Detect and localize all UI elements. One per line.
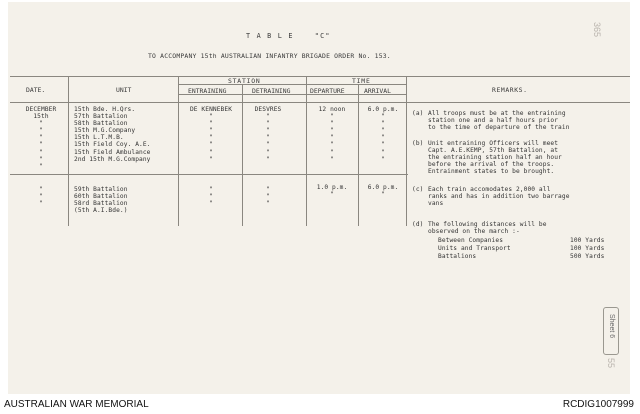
remark-d-label: (d)	[412, 221, 424, 228]
header-date: DATE.	[26, 86, 46, 94]
remark-a-label: (a)	[412, 110, 424, 117]
distance-row: Between Companies	[438, 237, 504, 244]
footer-record-id: RCDIG1007999	[562, 399, 634, 410]
distance-value: 500 Yards	[570, 253, 605, 260]
table-title: T A B L E "C"	[246, 32, 331, 40]
document-page	[8, 2, 630, 394]
col-line-date	[68, 76, 69, 226]
header-entraining: ENTRAINING	[188, 87, 227, 95]
header-arrival: ARRIVAL	[364, 87, 391, 95]
sheet-stamp	[603, 307, 619, 355]
remark-c-text: Each train accomodates 2,000 all ranks and has in addition two barrage vans	[428, 186, 570, 208]
header-unit: UNIT	[116, 86, 132, 94]
group2-units: 59th Battalion 60th Battalion 58rd Battalion (5th A.I.Bde.)	[74, 186, 128, 215]
folio-number-top: 365	[592, 22, 602, 38]
footer-institution: AUSTRALIAN WAR MEMORIAL	[4, 399, 149, 410]
remark-a-text: All troops must be at the entraining station one and a half hours prior to the time of departure of the train	[428, 110, 570, 132]
group2-date: " " "	[39, 186, 43, 208]
remark-b-label: (b)	[412, 140, 424, 147]
header-departure: DEPARTURE	[310, 87, 345, 95]
remark-d-text: The following distances will be observed on the march :-	[428, 221, 547, 236]
archive-footer	[0, 396, 640, 414]
distance-value: 100 Yards	[570, 237, 605, 244]
rule-top	[10, 76, 630, 77]
group2-detraining: " " "	[266, 186, 270, 208]
distance-row: Units and Transport	[438, 245, 511, 252]
group1-arrival: 6.0 p.m. " " " " " " "	[367, 106, 399, 163]
group1-units: 15th Bde. H.Qrs. 57th Battalion 58th Battalion 15th M.G.Company 15th L.T.M.B. 15th Field Coy. A.E. 15th Field Ambulance 2nd 15th M.G.Company	[74, 106, 151, 163]
col-line-detraining	[306, 76, 307, 226]
remark-b-text: Unit entraining Officers will meet Capt. A.E.KEMP, 57th Battalion, at the entraining station half an hour before the arrival of the troops. Entrainment states to be brought.	[428, 140, 562, 176]
header-station: STATION	[228, 77, 261, 85]
group1-entraining: DE KENNEBEK " " " " " " "	[189, 106, 233, 163]
distance-value: 100 Yards	[570, 245, 605, 252]
col-line-entraining	[242, 84, 243, 226]
folio-number-bottom: 55	[606, 358, 616, 369]
rule-header-bottom	[10, 102, 630, 103]
table-subtitle: TO ACCOMPANY 15th AUSTRALIAN INFANTRY BRIGADE ORDER No. 153.	[148, 52, 391, 60]
group1-date: DECEMBER 15th " " " " " " "	[25, 106, 57, 170]
group1-detraining: DESVRES " " " " " " "	[254, 106, 282, 163]
header-remarks: REMARKS.	[492, 86, 528, 94]
group2-entraining: " " "	[209, 186, 213, 208]
group2-arrival: 6.0 p.m. "	[367, 184, 399, 199]
header-detraining: DETRAINING	[252, 87, 291, 95]
col-line-unit	[178, 76, 179, 226]
remark-c-label: (c)	[412, 186, 424, 193]
header-time: TIME	[352, 77, 371, 85]
sheet-stamp-text: Sheet 6	[608, 314, 615, 339]
col-line-arrival	[406, 76, 407, 226]
rule-group-divider	[10, 174, 408, 175]
group2-departure: 1.0 p.m. "	[316, 184, 348, 199]
group1-departure: 12 noon " " " " " " "	[318, 106, 346, 163]
distance-row: Battalions	[438, 253, 477, 260]
col-line-departure	[358, 84, 359, 226]
